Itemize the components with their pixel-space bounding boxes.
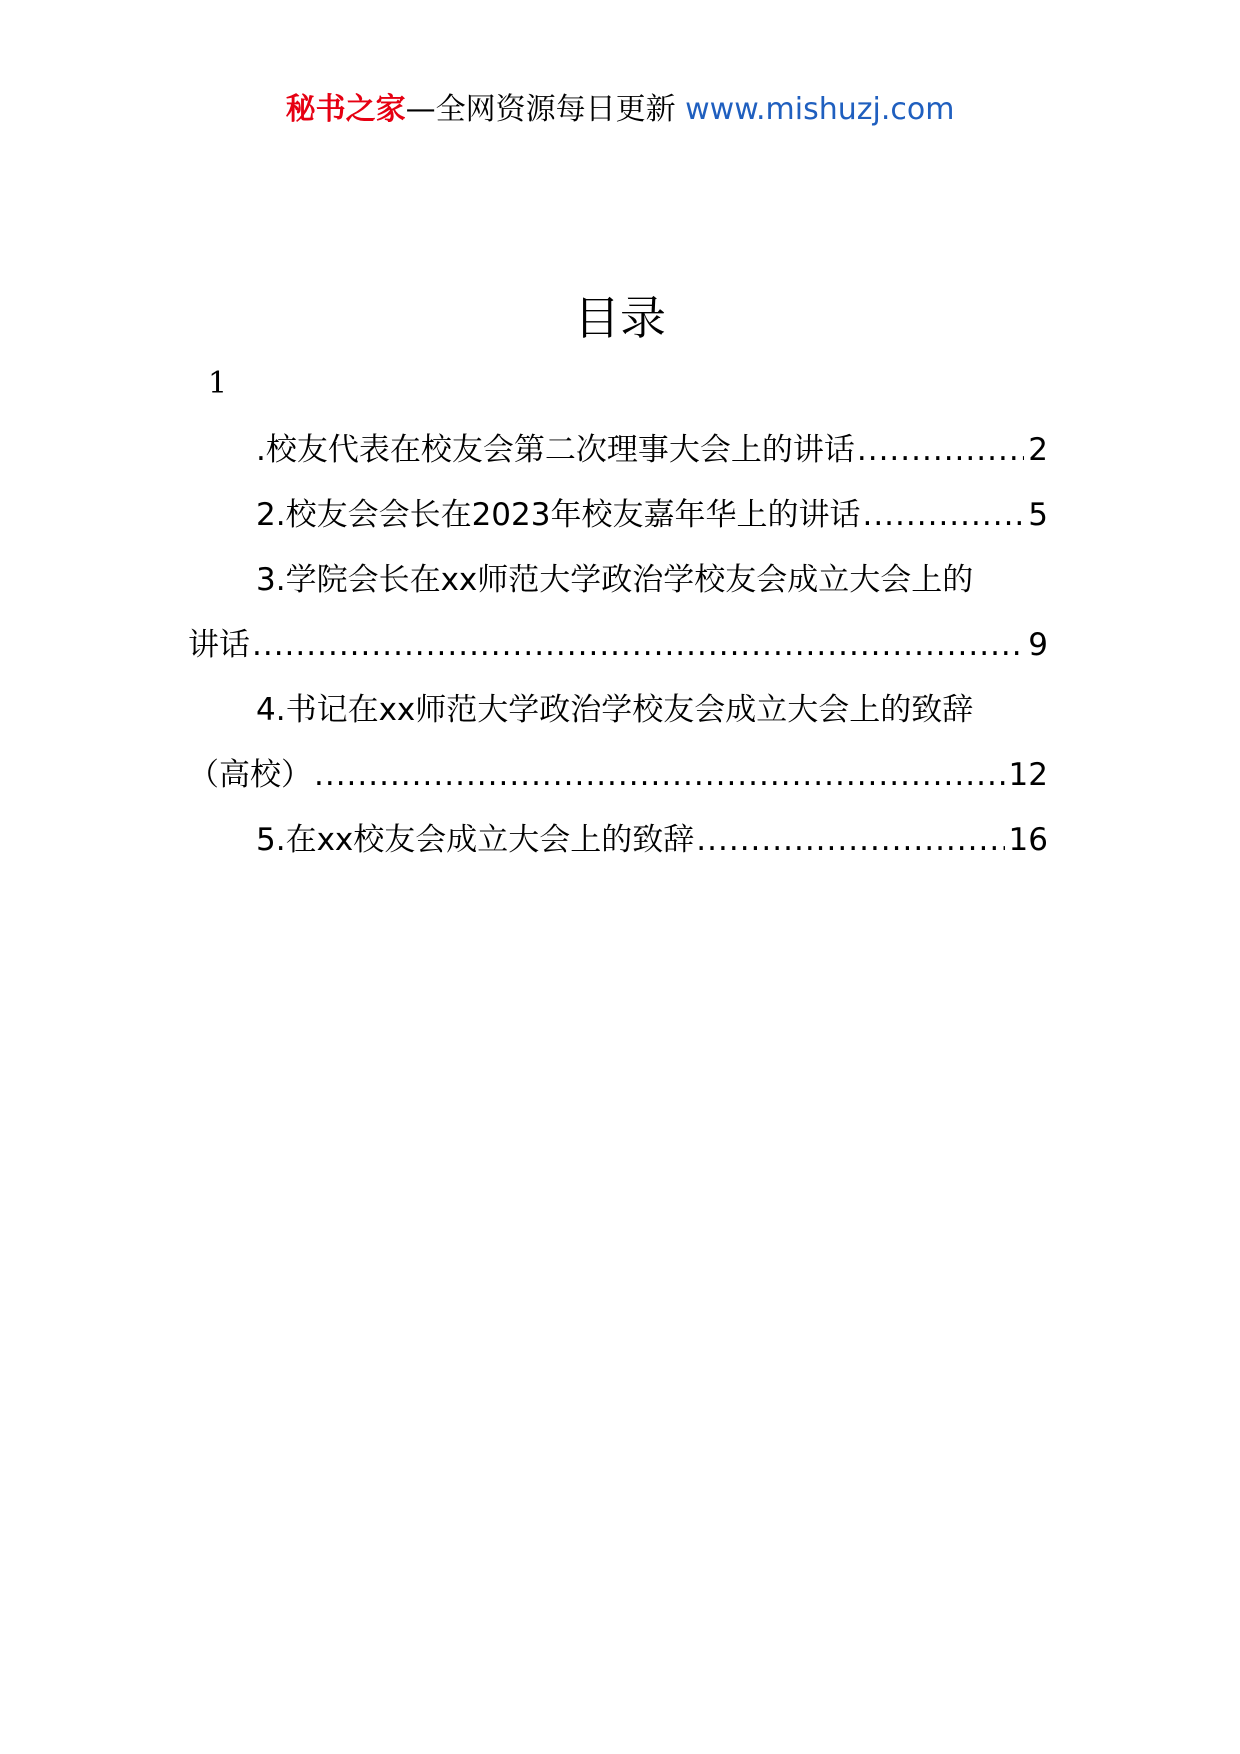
toc-entry-2[interactable] — [188, 483, 1048, 548]
toc-dot-leader — [857, 418, 1024, 483]
toc-entry-page: 12 — [1008, 757, 1048, 793]
toc-entry-1[interactable] — [188, 418, 1048, 483]
toc-entry-4-continued[interactable] — [188, 743, 1048, 808]
toc-entry-title: 4.书记在xx师范大学政治学校友会成立大会上的致辞 — [256, 692, 974, 728]
toc-entry-title: 3.学院会长在xx师范大学政治学校友会成立大会上的 — [256, 562, 974, 598]
toc-entry-3[interactable] — [188, 548, 1048, 613]
toc-dot-leader — [314, 743, 1005, 808]
toc-entry-page: 9 — [1028, 627, 1048, 663]
table-of-contents — [188, 418, 1048, 873]
toc-dot-leader — [252, 613, 1024, 678]
toc-dot-leader — [862, 483, 1024, 548]
toc-entry-title: 2.校友会会长在2023年校友嘉年华上的讲话 — [256, 497, 861, 533]
toc-entry-title: 5.在xx校友会成立大会上的致辞 — [256, 822, 695, 858]
page-number-mark: 1 — [208, 366, 228, 401]
header-slogan: —全网资源每日更新 — [405, 92, 676, 127]
toc-entry-title-continued: （高校） — [188, 757, 312, 793]
toc-title: 目录 — [574, 291, 666, 345]
site-url-link[interactable]: www.mishuzj.com — [685, 92, 955, 127]
toc-dot-leader — [696, 808, 1004, 873]
toc-entry-4[interactable] — [188, 678, 1048, 743]
toc-entry-title-continued: 讲话 — [188, 627, 250, 663]
toc-entry-title: .校友代表在校友会第二次理事大会上的讲话 — [256, 432, 855, 468]
toc-entry-page: 2 — [1028, 432, 1048, 468]
toc-entry-page: 16 — [1008, 822, 1048, 858]
toc-entry-5[interactable] — [188, 808, 1048, 873]
toc-entry-3-continued[interactable] — [188, 613, 1048, 678]
toc-entry-page: 5 — [1028, 497, 1048, 533]
site-header — [0, 88, 1240, 132]
brand-name: 秘书之家 — [285, 92, 406, 127]
